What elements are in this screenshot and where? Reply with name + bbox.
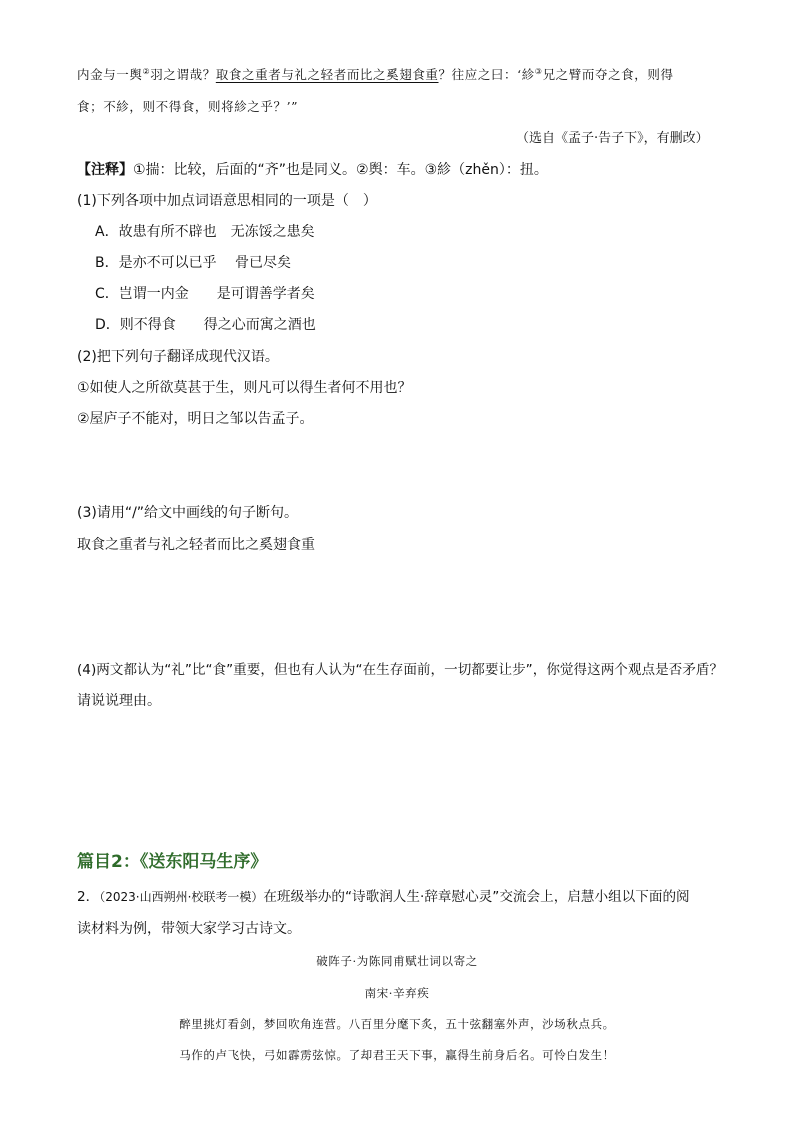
- question-2-stem: (2)把下列句子翻译成现代汉语。: [77, 349, 279, 365]
- passage-text: 内金与一舆: [77, 67, 143, 82]
- question-2-intro-line-2: 读材料为例，带领大家学习古诗文。: [77, 921, 301, 937]
- poem-author: 南宋·辛弃疾: [364, 986, 430, 1000]
- footnote-marker: ③: [534, 66, 543, 76]
- passage-text: 羽之谓哉？: [150, 67, 216, 82]
- question-number: 2．: [77, 889, 100, 905]
- question-1-stem: (1)下列各项中加点词语意思相同的一项是（ ）: [77, 193, 377, 209]
- passage-line-2: 食；不紾，则不得食，则将紾之乎？’”: [77, 99, 299, 114]
- section-heading: 篇目2：《送东阳马生序》: [77, 852, 268, 872]
- question-1-option-d: D．则不得食 得之心而寓之酒也: [95, 317, 316, 333]
- footnote-marker: ②: [142, 66, 151, 76]
- question-2-item-2: ②屋庐子不能对，明日之邹以告孟子。: [77, 411, 314, 427]
- question-1-option-c: C．岂谓一内金 是可谓善学者矣: [95, 286, 315, 302]
- poem-line-1: 醉里挑灯看剑，梦回吹角连营。八百里分麾下炙，五十弦翻塞外声，沙场秋点兵。: [179, 1017, 615, 1031]
- notes-text: ①揣：比较，后面的“齐”也是同义。②舆：车。③紾（zhěn）：扭。: [133, 162, 548, 178]
- poem-line-2: 马作的卢飞快，弓如霹雳弦惊。了却君王天下事，赢得生前身后名。可怜白发生！: [179, 1048, 615, 1062]
- poem-title: 破阵子·为陈同甫赋壮词以寄之: [316, 954, 478, 968]
- underlined-sentence: 取食之重者与礼之轻者而比之奚翅食重: [215, 67, 439, 82]
- passage-text: ？往应之曰：‘紾: [438, 67, 535, 82]
- notes-label: 【注释】: [77, 162, 133, 178]
- question-3-stem: (3)请用“/”给文中画线的句子断句。: [77, 505, 299, 521]
- question-text: 在班级举办的“诗歌润人生·辞章慰心灵”交流会上，启慧小组以下面的阅: [263, 889, 690, 905]
- question-1-option-b: B．是亦不可以已乎 骨已尽矣: [95, 255, 292, 271]
- question-2-item-1: ①如使人之所欲莫甚于生，则凡可以得生者何不用也？: [77, 380, 412, 396]
- passage-line-1: [77, 65, 674, 85]
- question-source: （2023·山西朔州·校联考一模）: [99, 890, 264, 904]
- question-2-intro-line-1: [77, 887, 690, 907]
- question-1-option-a: A．故患有所不辟也 无冻馁之患矣: [95, 224, 315, 240]
- question-3-sentence: 取食之重者与礼之轻者而比之奚翅食重: [77, 537, 315, 553]
- passage-text: 兄之臂而夺之食，则得: [542, 67, 674, 82]
- question-4-line-1: (4)两文都认为“礼”比“食”重要，但也有人认为“在生存面前，一切都要让步”，你觉得这两个观点是否矛盾？: [77, 662, 724, 678]
- notes: [77, 160, 548, 180]
- question-4-line-2: 请说说理由。: [77, 693, 161, 709]
- passage-source: （选自《孟子·告子下》，有删改）: [516, 131, 709, 146]
